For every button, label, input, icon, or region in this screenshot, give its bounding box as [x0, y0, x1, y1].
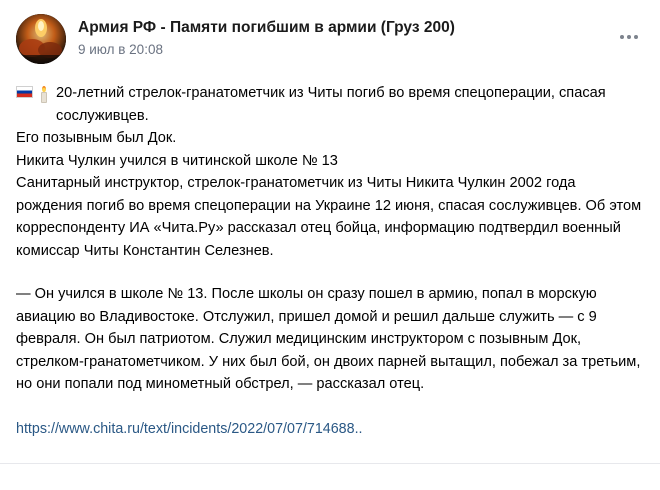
post-paragraph-5: — Он учился в школе № 13. После школы он сразу пошел в армию, попал в морскую авиацию во Владивостоке. Отслужил, пришел домой и решил дальше служить — с 9 февраля. Он был патриотом. Служил медицинским инструктором с позывным Док, стрелком-гранатометчиком. У них был бой, он двоих парней вытащил, побежал за третьим, но они попали под минометный обстрел, — рассказал отец. — [16, 286, 641, 392]
post-source-link[interactable]: https://www.chita.ru/text/incidents/2022/07/07/714688.. — [16, 420, 363, 437]
post-body — [16, 82, 644, 440]
dot-2 — [627, 35, 631, 39]
group-name[interactable]: Армия РФ - Памяти погибшим в армии (Груз 200) — [78, 19, 455, 36]
post-paragraph-1 — [16, 82, 644, 127]
post-date[interactable]: 9 июл в 20:08 — [78, 42, 163, 57]
russian-flag-icon — [16, 86, 33, 98]
post-header-text — [78, 14, 644, 59]
post-paragraph-4: Санитарный инструктор, стрелок-гранатометчик из Читы Никита Чулкин 2002 года рождения погиб во время спецоперации на Украине 12 июня, спасая сослуживцев. Об этом корреспонденту ИА «Чита.Ру» рассказал отец бойца, информацию подтвердил военный комиссар Читы Константин Селезнев. — [16, 175, 642, 259]
avatar[interactable] — [16, 14, 66, 64]
candle-icon — [38, 85, 50, 103]
post-paragraph-3: Никита Чулкин учился в читинской школе № 13 — [16, 152, 338, 169]
dot-1 — [620, 35, 624, 39]
more-options-icon[interactable] — [614, 28, 644, 46]
post-header — [16, 14, 644, 70]
avatar-image — [16, 14, 66, 64]
post-divider — [0, 463, 660, 464]
post-link-row — [16, 418, 644, 441]
dot-3 — [634, 35, 638, 39]
post-paragraph-1-text: 20-летний стрелок-гранатометчик из Читы погиб во время спецоперации, спасая сослуживцев. — [56, 85, 606, 124]
post-paragraph-2: Его позывным был Док. — [16, 130, 177, 146]
